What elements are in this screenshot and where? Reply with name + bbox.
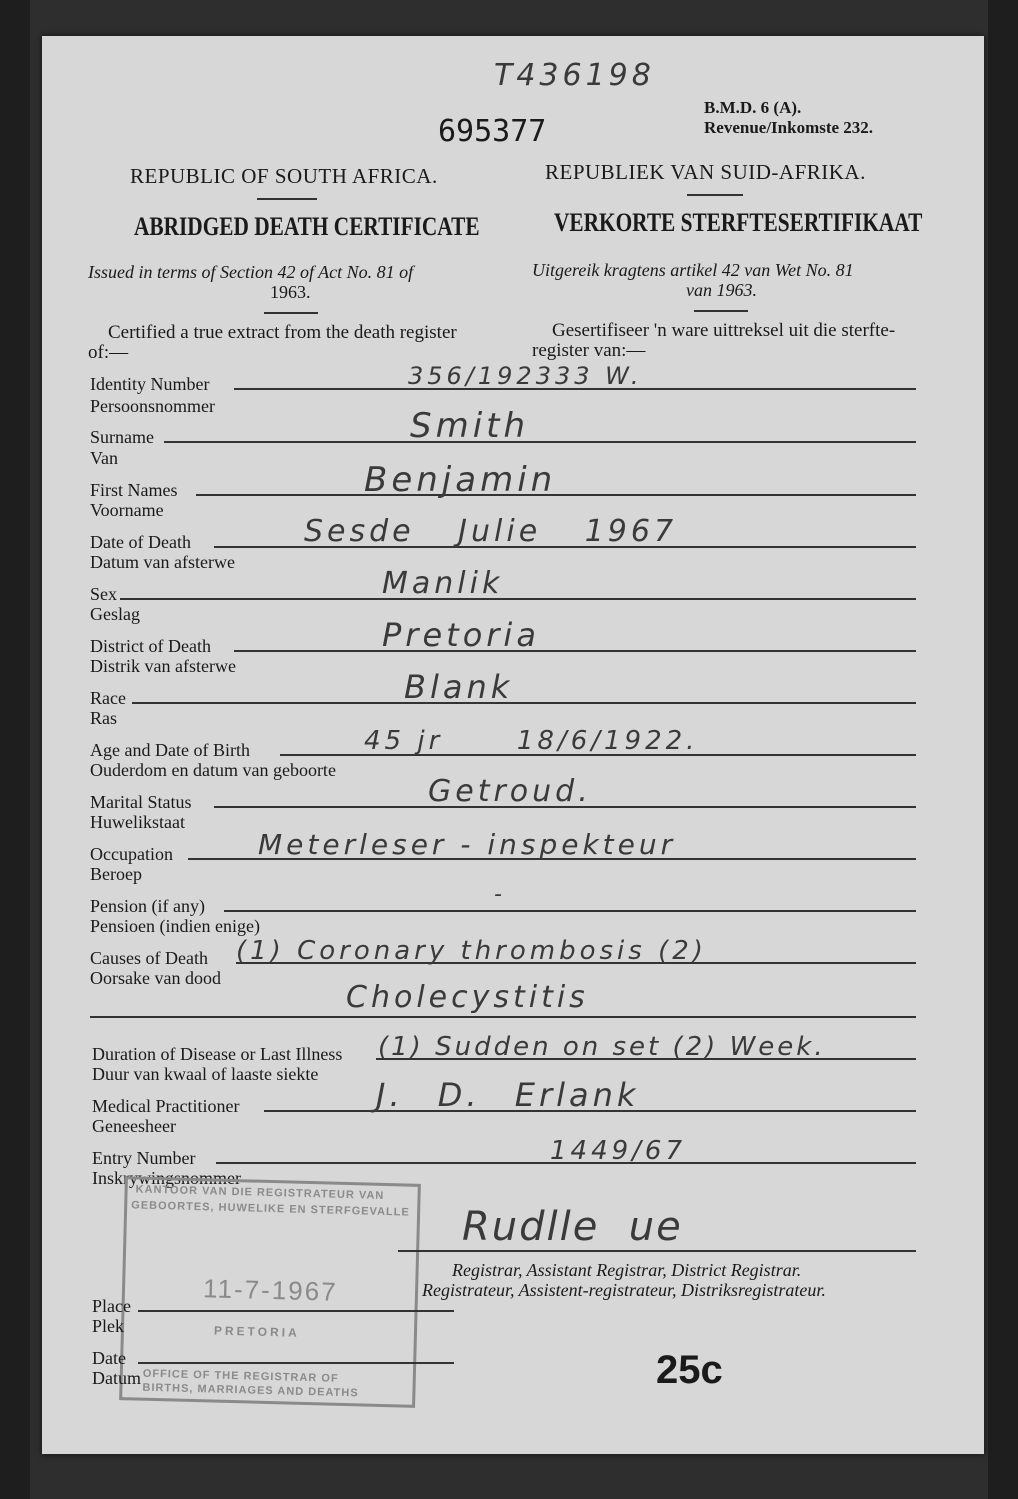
date-label-af: Datum — [92, 1368, 141, 1388]
field-line — [224, 910, 916, 912]
field-label-en: Medical Practitioner — [92, 1096, 240, 1116]
signature-line — [398, 1250, 916, 1252]
field-value: J. D. Erlank — [376, 1076, 640, 1114]
certified-afrikaans-1: Gesertifiseer 'n ware uittreksel uit die sterfte- — [552, 320, 896, 341]
reference-number-handwritten: T436198 — [494, 58, 655, 93]
field-value: 356/192333 W. — [408, 362, 643, 390]
rule-issued-af — [694, 310, 748, 312]
field-label-en: Surname — [90, 427, 154, 447]
field-label-af: Duur van kwaal of laaste siekte — [92, 1064, 319, 1084]
registrar-office-stamp — [119, 1176, 421, 1408]
field-line — [132, 702, 916, 704]
field-value: Blank — [404, 668, 514, 706]
field-value: Smith — [410, 406, 530, 446]
field-value: Benjamin — [364, 460, 557, 500]
field-label-en: First Names — [90, 480, 178, 500]
field-value: Sesde Julie 1967 — [304, 514, 678, 549]
stamp-date: 11-7-1967 — [202, 1273, 339, 1307]
field-value-continued: Cholecystitis — [346, 980, 589, 1015]
certificate-sheet — [42, 36, 984, 1454]
field-label-en: Entry Number — [92, 1148, 196, 1168]
field-label-af: Voorname — [90, 500, 164, 520]
field-label-af: Datum van afsterwe — [90, 552, 235, 572]
field-value: Pretoria — [382, 616, 540, 654]
stamp-line-3: OFFICE OF THE REGISTRAR OF — [142, 1367, 339, 1385]
certified-afrikaans-2: register van:— — [532, 340, 646, 361]
stamp-place: PRETORIA — [213, 1323, 300, 1340]
field-line — [164, 441, 916, 443]
field-label-en: District of Death — [90, 636, 211, 656]
field-value: (1) Sudden on set (2) Week. — [378, 1032, 826, 1062]
certified-english-1: Certified a true extract from the death register — [108, 322, 457, 343]
field-label-en: Duration of Disease or Last Illness — [92, 1044, 343, 1064]
field-label-af: Inskrywingsnommer — [92, 1168, 241, 1188]
field-value: (1) Coronary thrombosis (2) — [236, 936, 707, 966]
field-label-af: Persoonsnommer — [90, 396, 215, 416]
registrar-afrikaans: Registrateur, Assistent-registrateur, Distriksregistrateur. — [422, 1280, 826, 1300]
date-line — [138, 1362, 454, 1364]
field-label-af: Oorsake van dood — [90, 968, 221, 988]
field-label-af: Huwelikstaat — [90, 812, 185, 832]
field-label-en: Identity Number — [90, 374, 210, 394]
title-afrikaans: VERKORTE STERFTESERTIFIKAAT — [554, 208, 923, 237]
issued-english-2: 1963. — [270, 282, 311, 302]
country-afrikaans: REPUBLIEK VAN SUID-AFRIKA. — [545, 160, 866, 184]
issued-english-1: Issued in terms of Section 42 of Act No. 81 of — [88, 262, 414, 282]
field-line-continued — [90, 1016, 916, 1018]
field-value: 1449/67 — [550, 1136, 687, 1166]
certified-english-2: of:— — [88, 342, 129, 363]
field-value: Meterleser - inspekteur — [258, 828, 677, 861]
registrar-signature: Rudlle ue — [462, 1204, 683, 1250]
date-label-en: Date — [92, 1348, 126, 1368]
place-line — [138, 1310, 454, 1312]
title-english: ABRIDGED DEATH CERTIFICATE — [134, 212, 480, 241]
field-label-en: Age and Date of Birth — [90, 740, 250, 760]
rule-en — [257, 198, 317, 200]
field-label-af: Ouderdom en datum van geboorte — [90, 760, 336, 780]
field-label-en: Sex — [90, 584, 117, 604]
stamp-line-2: GEBOORTES, HUWELIKE EN STERFGEVALLE — [131, 1199, 410, 1219]
field-value: 45 jr 18/6/1922. — [364, 726, 699, 756]
field-label-af: Distrik van afsterwe — [90, 656, 236, 676]
issued-afrikaans-2: van 1963. — [686, 280, 757, 300]
field-label-af: Beroep — [90, 864, 142, 884]
place-label-af: Plek — [92, 1316, 125, 1336]
field-label-en: Race — [90, 688, 126, 708]
registrar-english: Registrar, Assistant Registrar, District Registrar. — [452, 1260, 802, 1280]
field-value: - — [494, 882, 506, 907]
field-label-af: Geslag — [90, 604, 140, 624]
field-label-en: Occupation — [90, 844, 173, 864]
field-value: Getroud. — [428, 774, 592, 809]
rule-issued-en — [264, 312, 318, 314]
field-line — [234, 650, 916, 652]
country-english: REPUBLIC OF SOUTH AFRICA. — [130, 164, 438, 188]
rule-af — [687, 194, 743, 196]
stamp-line-1: KANTOOR VAN DIE REGISTRATEUR VAN — [135, 1183, 385, 1202]
field-label-en: Marital Status — [90, 792, 192, 812]
field-line — [120, 598, 916, 600]
revenue-code: Revenue/Inkomste 232. — [704, 118, 874, 137]
field-label-en: Date of Death — [90, 532, 191, 552]
form-code: B.M.D. 6 (A). — [704, 98, 802, 117]
serial-number: 695377 — [438, 114, 547, 149]
field-label-af: Geneesheer — [92, 1116, 176, 1136]
field-value: Manlik — [382, 566, 504, 601]
field-label-af: Pensioen (indien enige) — [90, 916, 260, 936]
stamp-line-4: BIRTHS, MARRIAGES AND DEATHS — [142, 1381, 359, 1400]
field-label-af: Van — [90, 448, 118, 468]
field-label-en: Causes of Death — [90, 948, 208, 968]
field-label-af: Ras — [90, 708, 117, 728]
field-label-en: Pension (if any) — [90, 896, 205, 916]
place-label-en: Place — [92, 1296, 131, 1316]
issued-afrikaans-1: Uitgereik kragtens artikel 42 van Wet No. 81 — [532, 260, 854, 280]
fee-amount: 25c — [656, 1348, 723, 1392]
